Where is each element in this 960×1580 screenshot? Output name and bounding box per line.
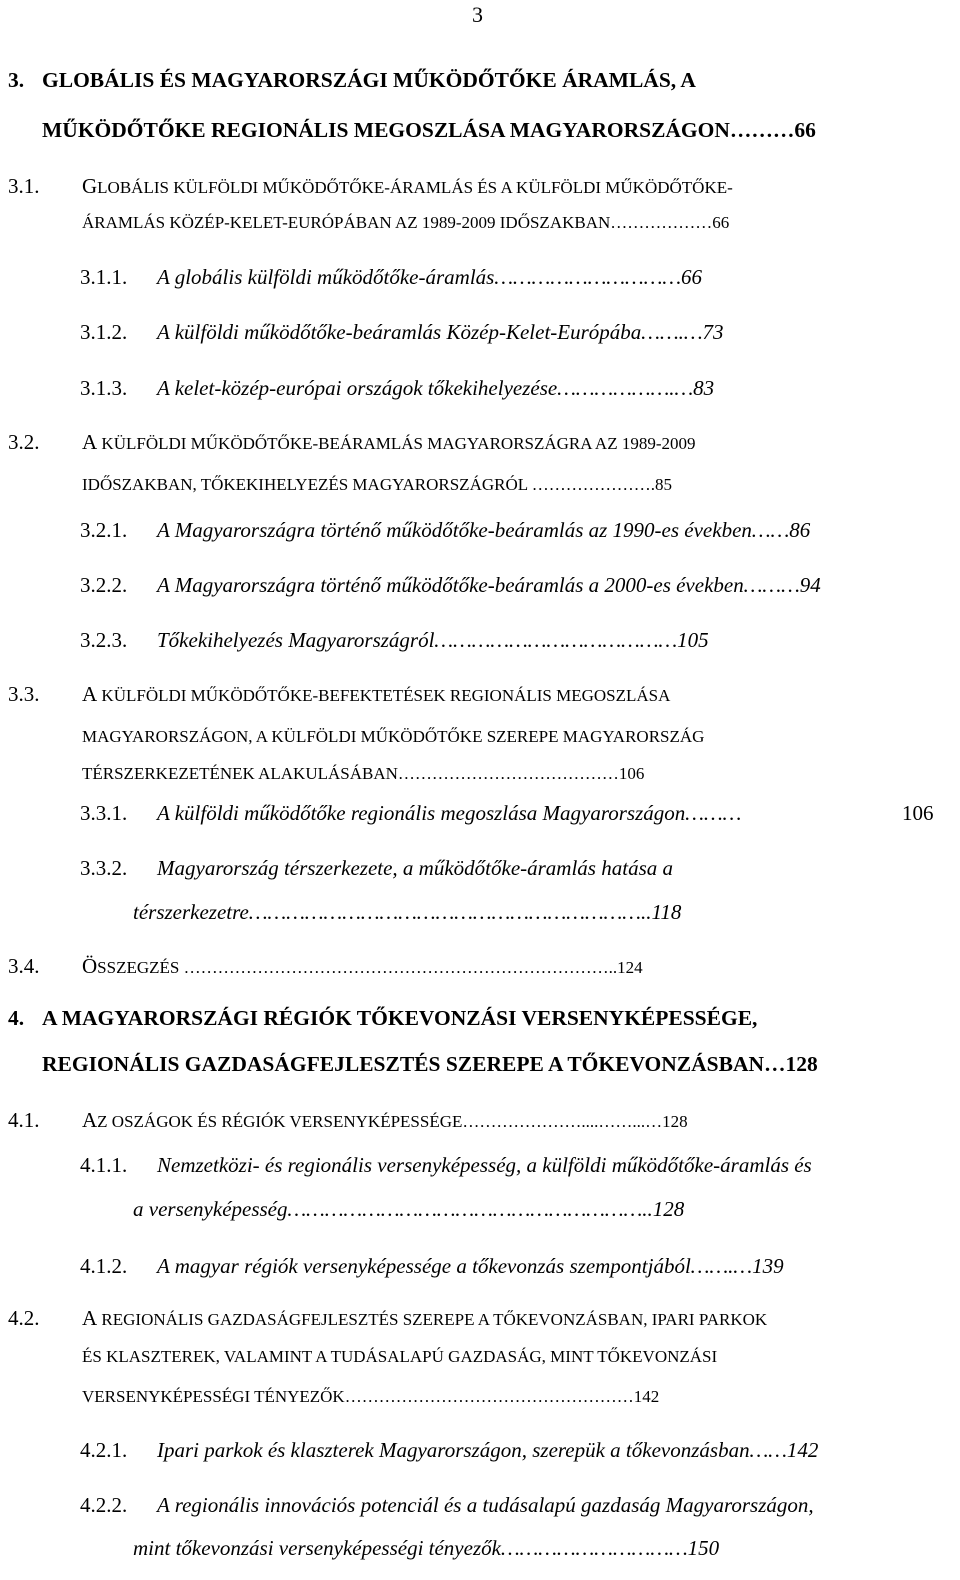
toc-line: 3.1.: [8, 174, 40, 198]
toc-line: ÁRAMLÁS KÖZÉP-KELET-EURÓPÁBAN AZ 1989-2009 IDŐSZAKBAN………………66: [82, 213, 730, 232]
toc-line: 3.2.2.: [80, 573, 128, 597]
toc-text: Z OSZÁGOK ÉS RÉGIÓK VERSENYKÉPESSÉGE…………………....……...…128: [97, 1112, 688, 1131]
toc-line: 3.1.2.: [80, 320, 128, 344]
toc-line: [82, 1308, 767, 1329]
toc-line: 3.3.: [8, 682, 40, 706]
toc-line: A külföldi működőtőke-beáramlás Közép-Kelet-Európába…….…73: [157, 320, 724, 344]
toc-line: 3.2.3.: [80, 628, 128, 652]
toc-line: A Magyarországra történő működőtőke-beáramlás a 2000-es években………94: [157, 573, 821, 597]
toc-line: A MAGYARORSZÁGI RÉGIÓK TŐKEVONZÁSI VERSENYKÉPESSÉGE,: [42, 1006, 758, 1030]
toc-line: [82, 176, 733, 197]
toc-initial: A: [82, 682, 98, 706]
toc-line: a versenyképesség…………………………………………………..128: [133, 1197, 685, 1221]
toc-line: 3.3.2.: [80, 856, 128, 880]
toc-line: mint tőkevonzási versenyképességi tényezők…………………………150: [133, 1536, 720, 1560]
toc-initial: G: [82, 174, 98, 198]
toc-line: [82, 956, 643, 977]
toc-line: IDŐSZAKBAN, TŐKEKIHELYEZÉS MAGYARORSZÁGRÓL ………………….85: [82, 475, 672, 494]
toc-line: 3.: [8, 68, 25, 92]
toc-line: 4.2.2.: [80, 1493, 128, 1517]
toc-line: 3.1.1.: [80, 265, 128, 289]
toc-line: [82, 1110, 688, 1131]
toc-line: 106: [902, 801, 934, 825]
toc-initial: A: [82, 430, 98, 454]
toc-line: A globális külföldi működőtőke-áramlás…………………………66: [157, 265, 703, 289]
toc-line: A Magyarországra történő működőtőke-beáramlás az 1990-es években……86: [157, 518, 811, 542]
toc-line: [82, 432, 696, 453]
toc-initial: Ö: [82, 954, 98, 978]
toc-line: 3.1.3.: [80, 376, 128, 400]
toc-line: 4.1.: [8, 1108, 40, 1132]
page-number: 3: [472, 2, 483, 27]
toc-line: 4.: [8, 1006, 25, 1030]
toc-text: SSZEGZÉS …………………………………………………………………..124: [97, 958, 643, 977]
toc-line: A magyar régiók versenyképessége a tőkevonzás szempontjából…….…139: [157, 1254, 784, 1278]
toc-line: 4.2.1.: [80, 1438, 128, 1462]
toc-line: 3.2.: [8, 430, 40, 454]
toc-initial: A: [82, 1306, 98, 1330]
toc-line: TÉRSZERKEZETÉNEK ALAKULÁSÁBAN…………………………………106: [82, 764, 645, 783]
toc-line: 3.2.1.: [80, 518, 128, 542]
toc-line: MAGYARORSZÁGON, A KÜLFÖLDI MŰKÖDŐTŐKE SZEREPE MAGYARORSZÁG: [82, 727, 705, 746]
toc-line: Magyarország térszerkezete, a működőtőke-áramlás hatása a: [157, 856, 673, 880]
toc-text: KÜLFÖLDI MŰKÖDŐTŐKE-BEÁRAMLÁS MAGYARORSZÁGRA AZ 1989-2009: [97, 434, 696, 453]
toc-line: Nemzetközi- és regionális versenyképesség, a külföldi működőtőke-áramlás és: [157, 1153, 812, 1177]
toc-text: KÜLFÖLDI MŰKÖDŐTŐKE-BEFEKTETÉSEK REGIONÁLIS MEGOSZLÁSA: [97, 686, 671, 705]
toc-line: REGIONÁLIS GAZDASÁGFEJLESZTÉS SZEREPE A TŐKEVONZÁSBAN…128: [42, 1052, 818, 1076]
toc-text: REGIONÁLIS GAZDASÁGFEJLESZTÉS SZEREPE A TŐKEVONZÁSBAN, IPARI PARKOK: [97, 1310, 768, 1329]
toc-line: A kelet-közép-európai országok tőkekihelyezése……………….…83: [157, 376, 715, 400]
toc-line: 3.4.: [8, 954, 40, 978]
toc-line: A külföldi működőtőke regionális megoszlása Magyarországon………: [157, 801, 742, 825]
toc-line: A regionális innovációs potenciál és a tudásalapú gazdaság Magyarországon,: [157, 1493, 814, 1517]
toc-line: Tőkekihelyezés Magyarországról…………………………………105: [157, 628, 709, 652]
toc-text: LOBÁLIS KÜLFÖLDI MŰKÖDŐTŐKE-ÁRAMLÁS ÉS A KÜLFÖLDI MŰKÖDŐTŐKE-: [97, 178, 733, 197]
toc-line: Ipari parkok és klaszterek Magyarországon, szerepük a tőkevonzásban……142: [157, 1438, 819, 1462]
toc-line: [82, 684, 670, 705]
toc-line: ÉS KLASZTEREK, VALAMINT A TUDÁSALAPÚ GAZDASÁG, MINT TŐKEVONZÁSI: [82, 1347, 718, 1366]
toc-line: 4.1.2.: [80, 1254, 128, 1278]
toc-line: térszerkezetre………………………………………………………..118: [133, 900, 682, 924]
toc-line: 4.1.1.: [80, 1153, 128, 1177]
toc-line: 4.2.: [8, 1306, 40, 1330]
toc-initial: A: [82, 1108, 98, 1132]
toc-line: GLOBÁLIS ÉS MAGYARORSZÁGI MŰKÖDŐTŐKE ÁRAMLÁS, A: [42, 68, 696, 92]
toc-line: MŰKÖDŐTŐKE REGIONÁLIS MEGOSZLÁSA MAGYARORSZÁGON………66: [42, 118, 816, 142]
toc-line: VERSENYKÉPESSÉGI TÉNYEZŐK……………………………………………142: [82, 1387, 660, 1406]
toc-line: 3.3.1.: [80, 801, 128, 825]
